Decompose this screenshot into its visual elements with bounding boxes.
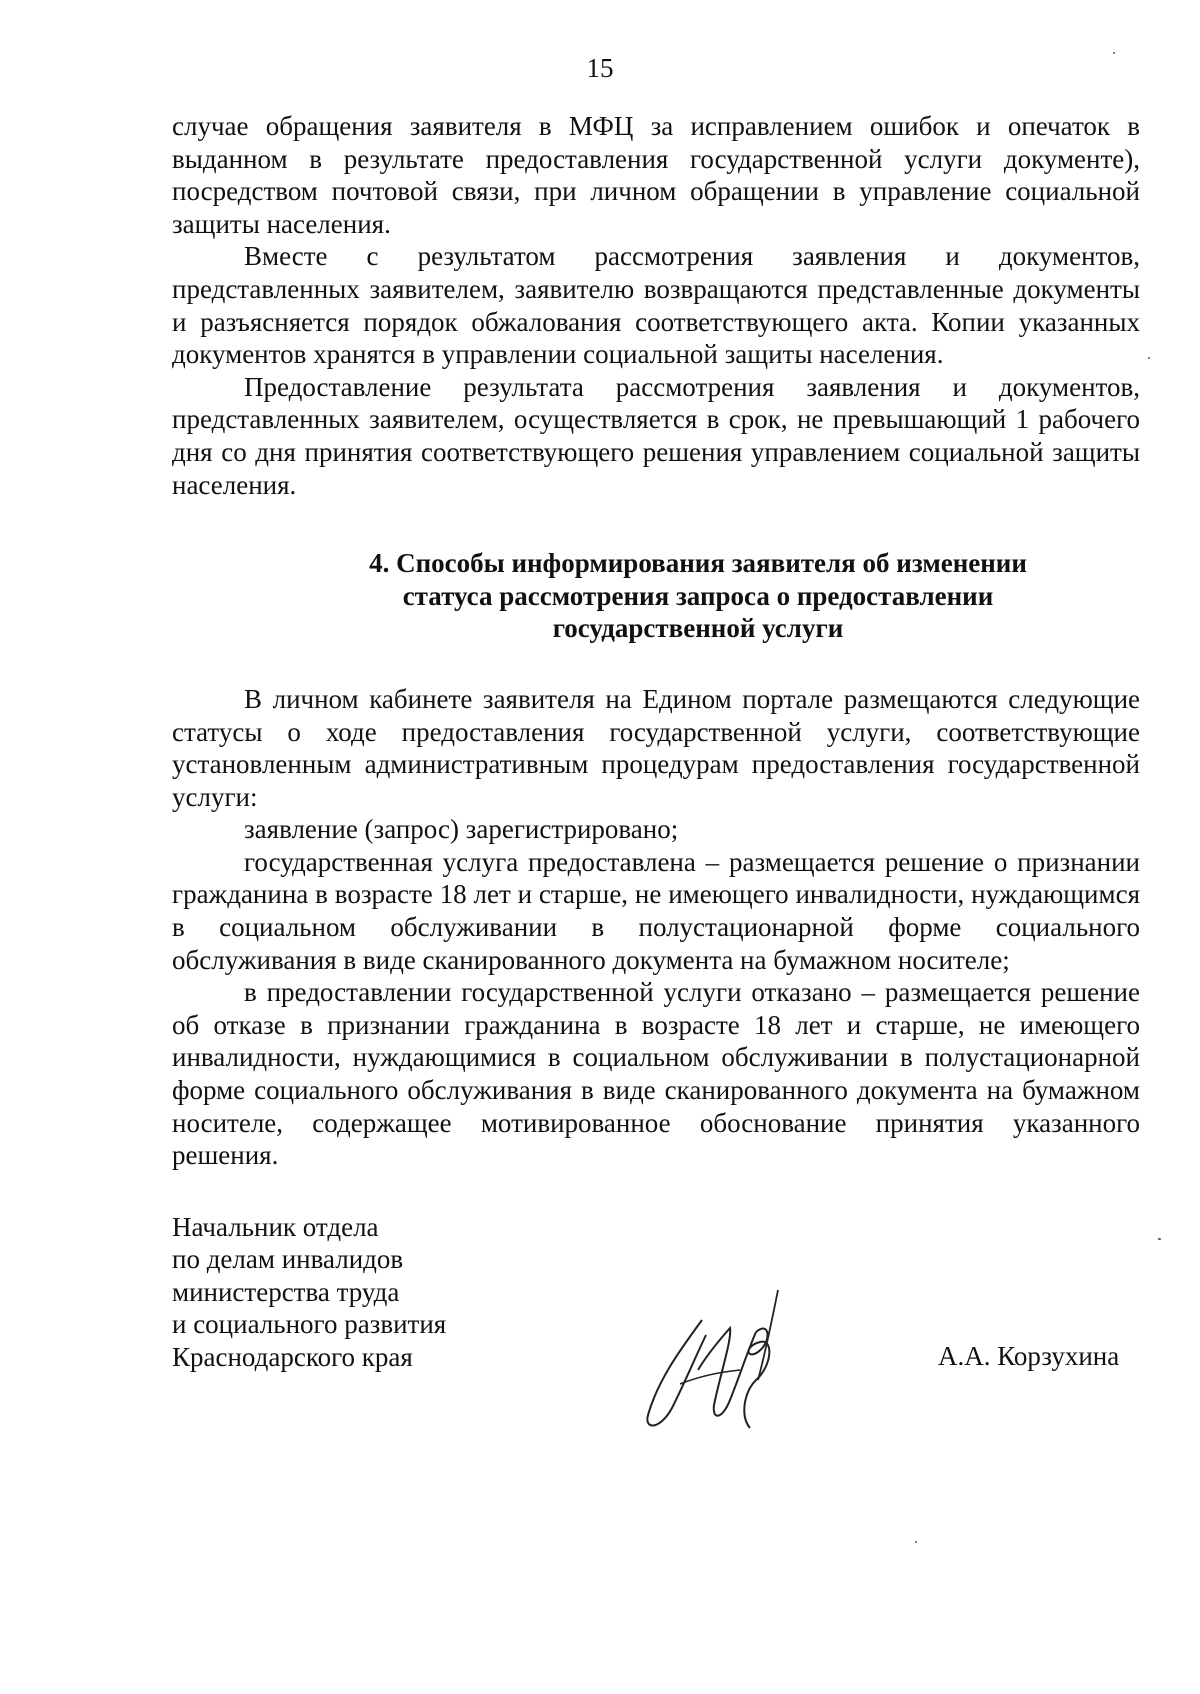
signatory-title-line: Начальник отдела — [172, 1212, 379, 1242]
document-body — [172, 110, 1140, 1172]
paragraph-result-deadline: Предоставление результата рассмотрения заявления и документов, представленных заявителем, осуществляется в срок, не превышающий 1 рабочего дня со дня принятия соответствующего решения управлением социальной защиты населения. — [172, 371, 1140, 500]
page-number: 15 — [586, 53, 614, 83]
signatory-title — [172, 1211, 446, 1373]
signatory-title-line: министерства труда — [172, 1276, 400, 1307]
section-heading-line: статуса рассмотрения запроса о предоставлении — [402, 580, 994, 611]
signatory-title-line: по делам инвалидов — [172, 1244, 404, 1275]
paragraph-continuation: случае обращения заявителя в МФЦ за исправлением ошибок и опечаток в выданном в результате предоставления государственной услуги документе), посредством почтовой связи, при личном обращении в управление социальной защиты населения. — [172, 111, 1140, 239]
section-heading-line: государственной услуги — [552, 613, 844, 644]
handwritten-signature — [640, 1280, 810, 1440]
status-provided: государственная услуга предоставлена – размещается решение о признании гражданина в возрасте 18 лет и старше, не имеющего инвалидности, нуждающимся в социальном обслуживании в полустационарной форме социального обслуживания в виде сканированного документа на бумажном носителе; — [172, 846, 1140, 975]
status-refused: в предоставлении государственной услуги отказано – размещается решение об отказе в признании гражданина в возрасте 18 лет и старше, не имеющего инвалидности, нуждающимися в социальном обслуживании в полустационарной форме социального обслуживания в виде сканированного документа на бумажном носителе, содержащее мотивированное обоснование принятия указанного решения. — [172, 977, 1140, 1171]
section-heading-line: 4. Способы информирования заявителя об изменении — [369, 548, 1027, 579]
scan-speck — [1148, 357, 1150, 359]
signatory-title-line: Краснодарского края — [172, 1341, 413, 1372]
section-heading — [172, 547, 1140, 645]
signatory-name: А.А. Корзухина — [938, 1341, 1120, 1371]
status-registered: заявление (запрос) зарегистрировано; — [244, 814, 679, 845]
scan-speck — [915, 1541, 917, 1543]
paragraph-return-documents: Вместе с результатом рассмотрения заявления и документов, представленных заявителем, заявителю возвращаются представленные документы и разъясняется порядок обжалования соответствующего акта. Копии указанных документов хранятся в управлении социальной защиты населения. — [172, 241, 1140, 370]
section-intro: В личном кабинете заявителя на Едином портале размещаются следующие статусы о ходе предоставления государственной услуги, соответствующие установленным административным процедурам предоставления государственной услуги: — [172, 683, 1140, 812]
scan-speck — [1158, 1238, 1161, 1240]
signatory-title-line: и социального развития — [172, 1309, 447, 1340]
scan-speck — [1113, 52, 1115, 54]
